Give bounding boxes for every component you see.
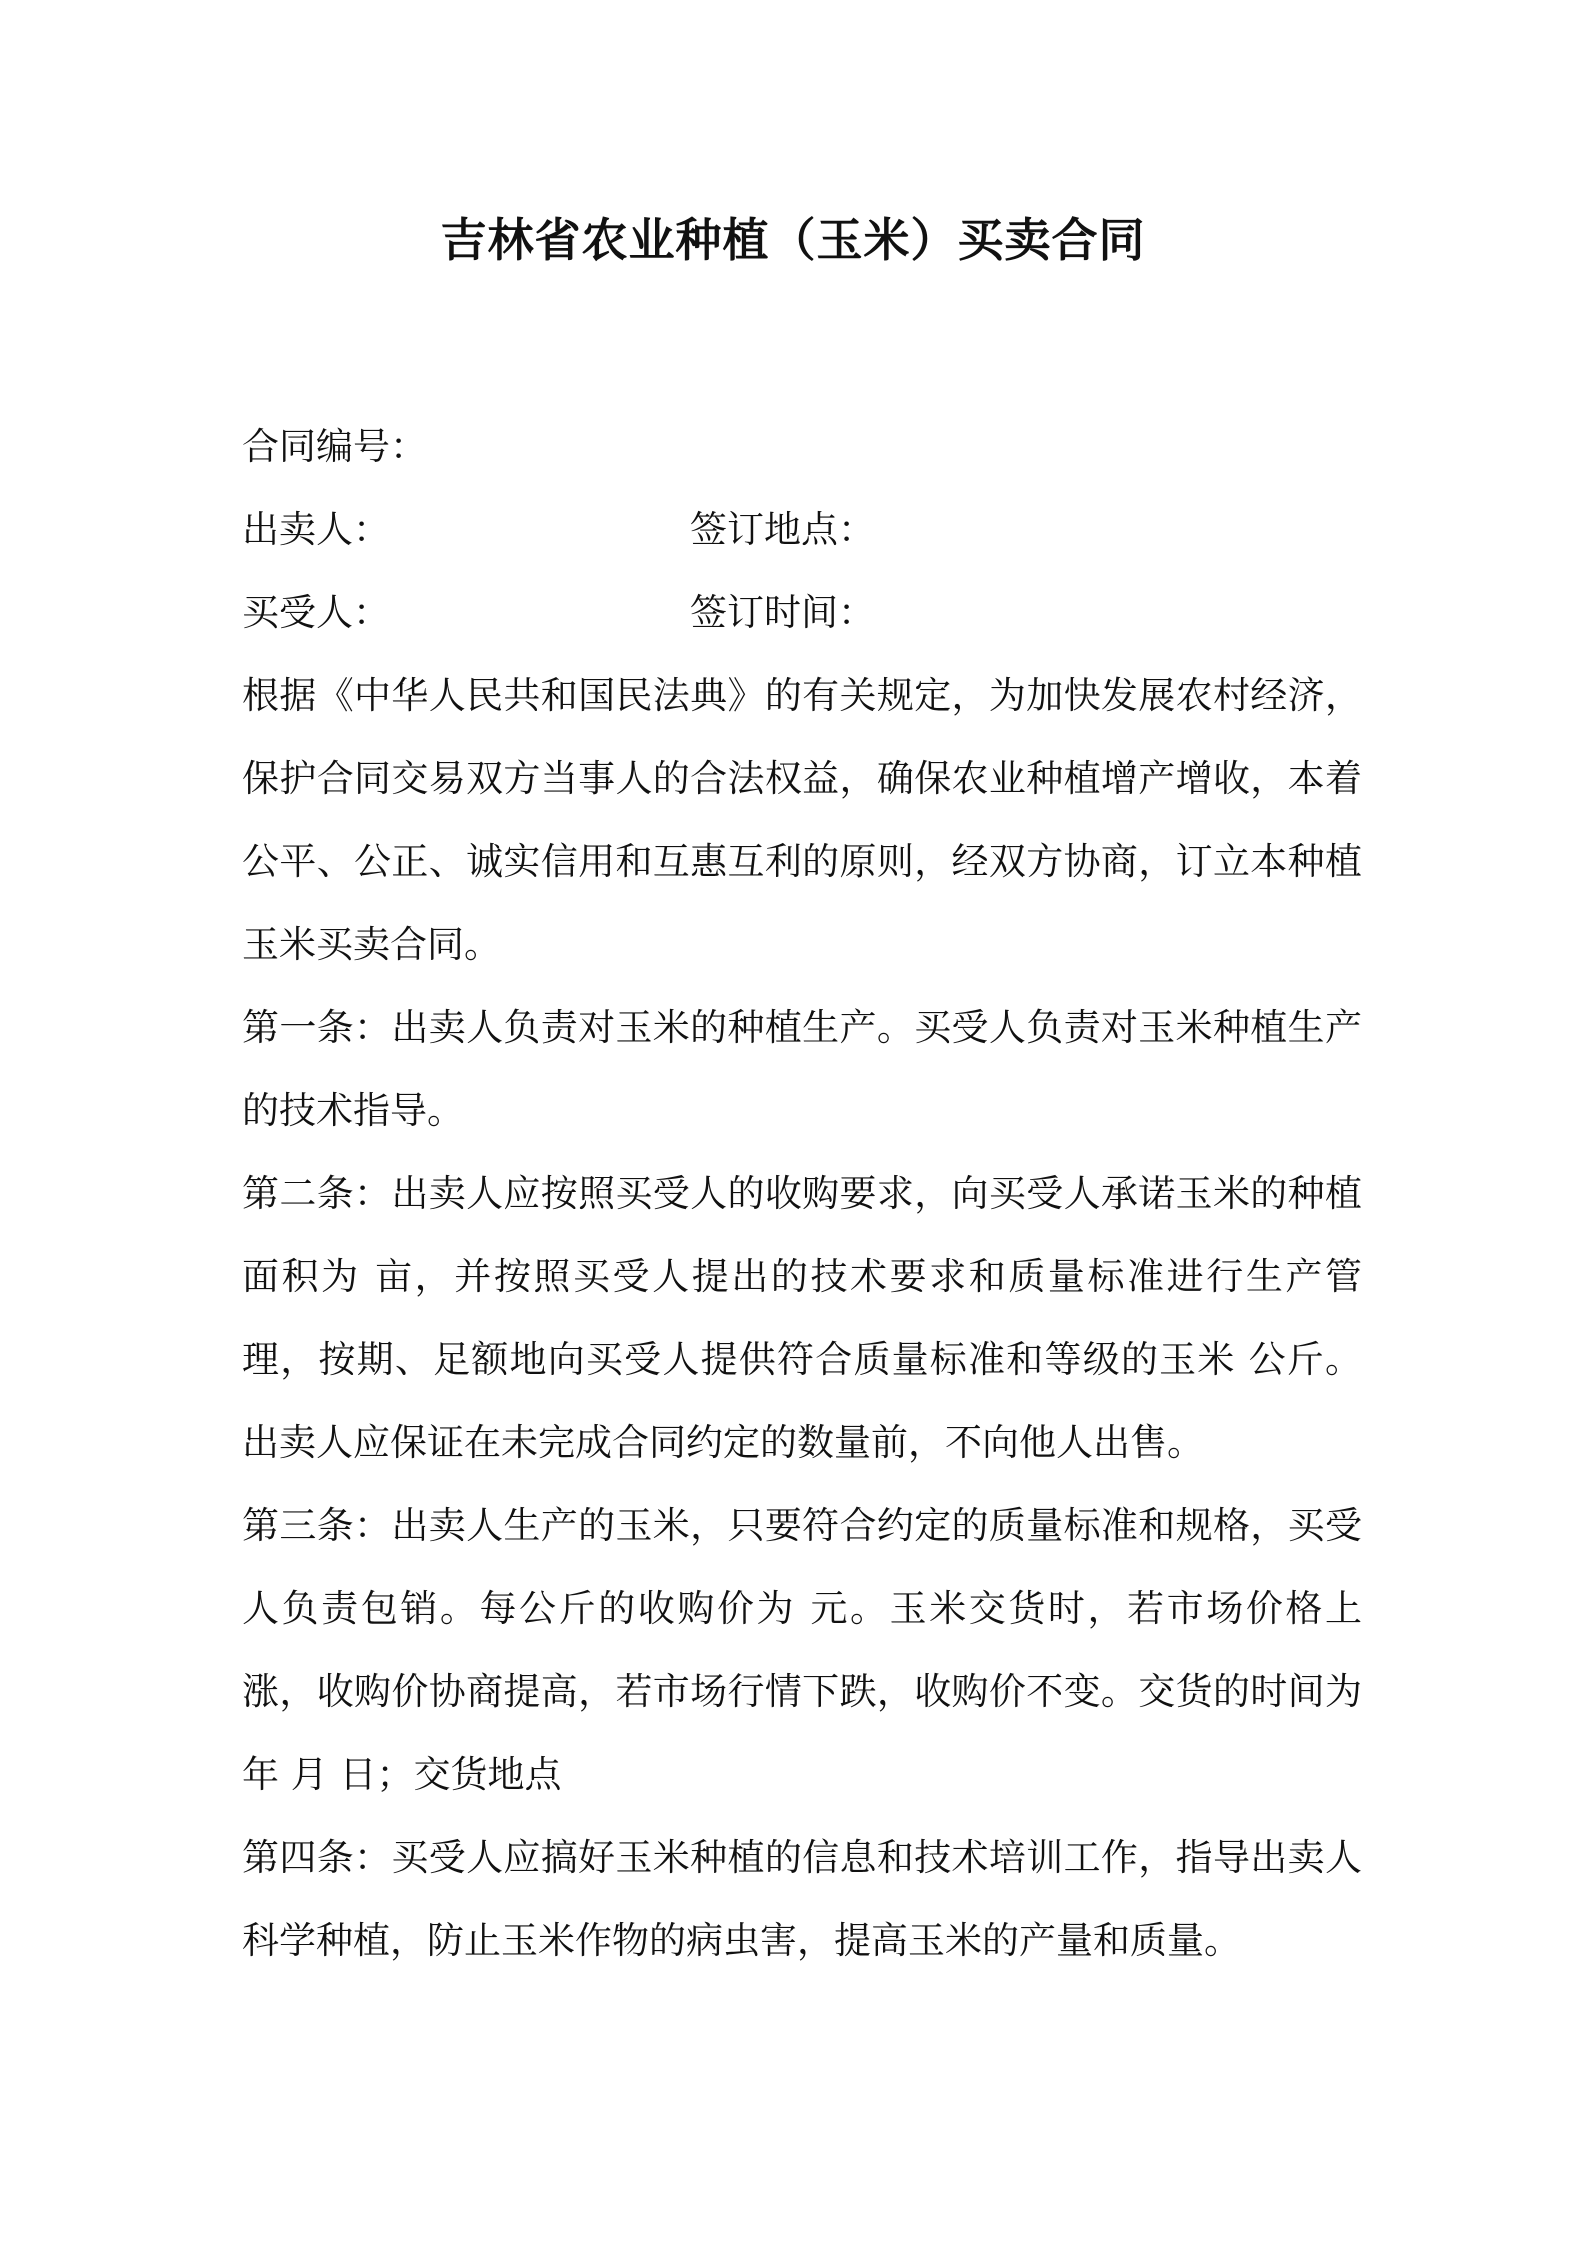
document-body (242, 405, 1362, 1982)
buyer-label: 买受人： (242, 591, 390, 634)
document-title: 吉林省农业种植（玉米）买卖合同 (440, 213, 1146, 267)
seller-row (242, 488, 1362, 571)
buyer-row (242, 571, 1362, 654)
sign-place-label: 签订地点： (690, 508, 875, 551)
sign-time-label: 签订时间： (690, 591, 875, 634)
article-1-paragraph: 第一条：出卖人负责对玉米的种植生产。买受人负责对玉米种植生产的技术指导。 (242, 1006, 1362, 1132)
article-4-paragraph: 第四条：买受人应搞好玉米种植的信息和技术培训工作，指导出卖人科学种植，防止玉米作物的病虫害，提高玉米的产量和质量。 (242, 1836, 1362, 1962)
preamble-paragraph: 根据《中华人民共和国民法典》的有关规定，为加快发展农村经济，保护合同交易双方当事人的合法权益，确保农业种植增产增收，本着公平、公正、诚实信用和互惠互利的原则，经双方协商，订立本种植玉米买卖合同。 (242, 674, 1362, 966)
article-2-paragraph: 第二条：出卖人应按照买受人的收购要求，向买受人承诺玉米的种植面积为 亩，并按照买受人提出的技术要求和质量标准进行生产管理，按期、足额地向买受人提供符合质量标准和等级的玉米 公斤。出卖人应保证在未完成合同约定的数量前，不向他人出售。 (242, 1172, 1362, 1464)
article-3-paragraph: 第三条：出卖人生产的玉米，只要符合约定的质量标准和规格，买受人负责包销。每公斤的收购价为 元。玉米交货时，若市场价格上涨，收购价协商提高，若市场行情下跌，收购价不变。交货的时间为 年 月 日；交货地点 (242, 1504, 1362, 1796)
contract-number-label: 合同编号： (242, 425, 427, 468)
seller-label: 出卖人： (242, 508, 390, 551)
